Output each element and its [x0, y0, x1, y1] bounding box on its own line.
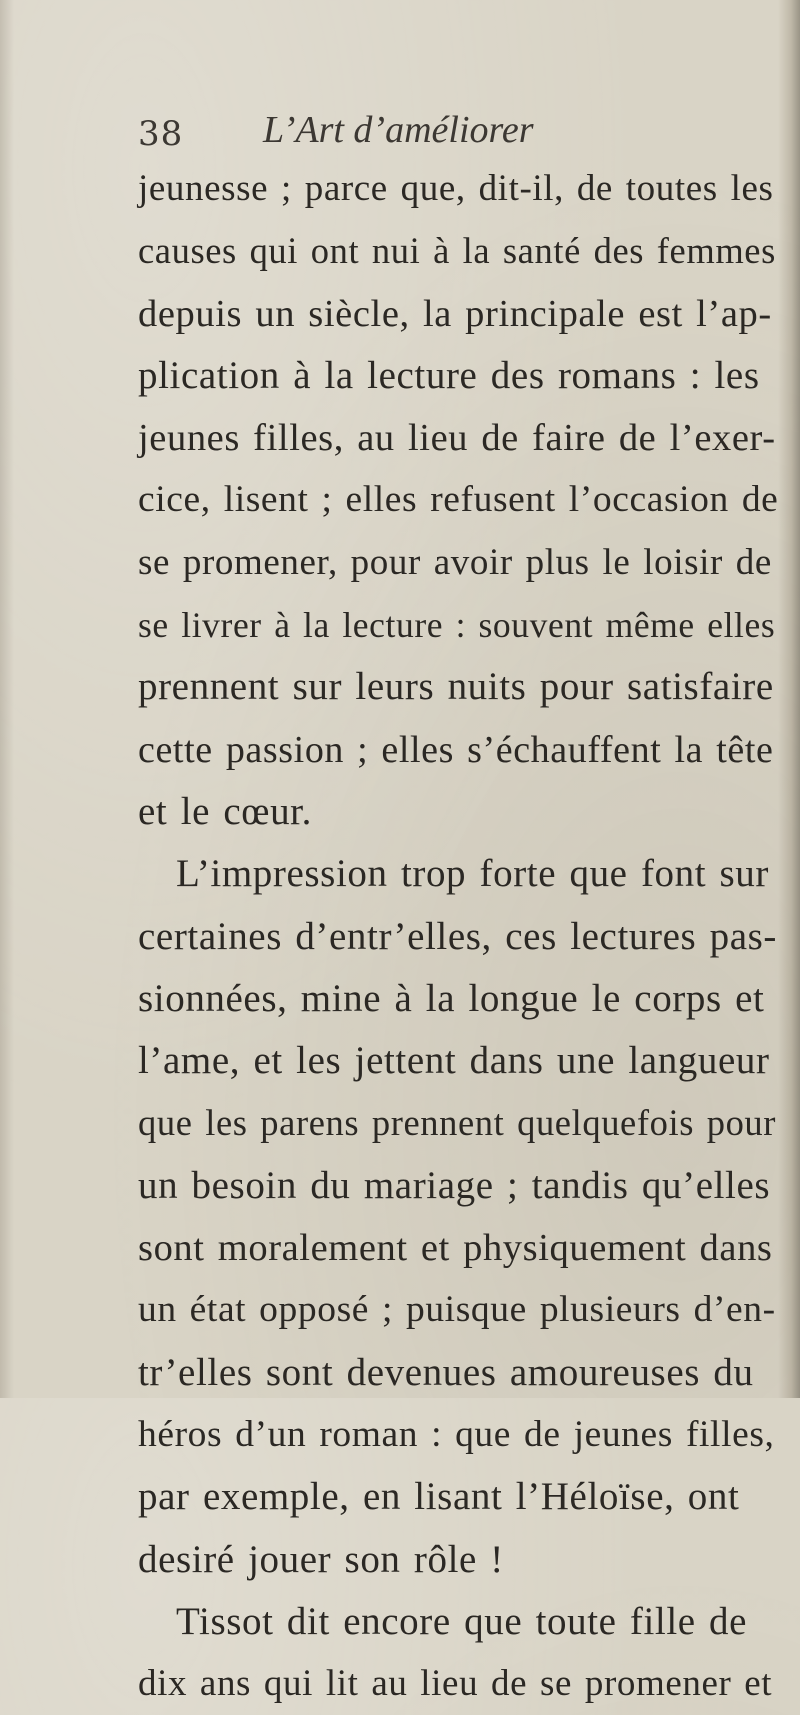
page-number: 38	[138, 114, 184, 154]
text-line: héros d’un roman : que de jeunes filles,	[138, 1413, 775, 1455]
body-text	[138, 158, 778, 1715]
text-line: jeunes filles, au lieu de faire de l’exer-	[138, 417, 776, 460]
text-line: sionnées, mine à la longue le corps et	[138, 976, 765, 1020]
text-line: plication à la lecture des romans : les	[138, 353, 760, 397]
page-left-edge-shadow	[0, 0, 14, 1398]
text-line: depuis un siècle, la principale est l’ap-	[138, 292, 772, 335]
text-line: se livrer à la lecture : souvent même elles	[138, 605, 776, 646]
text-line: un besoin du mariage ; tandis qu’elles	[138, 1163, 771, 1207]
text-line: un état opposé ; puisque plusieurs d’en-	[138, 1289, 776, 1331]
text-line: jeunesse ; parce que, dit-il, de toutes les	[138, 168, 774, 209]
page-right-edge-shadow	[778, 0, 800, 1398]
text-line: cice, lisent ; elles refusent l’occasion de	[138, 479, 779, 521]
text-line: et le cœur.	[138, 789, 312, 833]
text-line: cette passion ; elles s’échauffent la tête	[138, 728, 774, 771]
text-line: prennent sur leurs nuits pour satisfaire	[138, 665, 774, 709]
text-line: tr’elles sont devenues amoureuses du	[138, 1350, 754, 1394]
text-line: se promener, pour avoir plus le loisir de	[138, 541, 772, 583]
text-line: sont moralement et physiquement dans	[138, 1227, 773, 1270]
text-line: que les parens prennent quelquefois pour	[138, 1102, 777, 1144]
paragraph-start-line: L’impression trop forte que font sur	[176, 852, 769, 896]
text-line: desiré jouer son rôle !	[138, 1537, 504, 1581]
text-line: par exemple, en lisant l’Héloïse, ont	[138, 1475, 740, 1519]
paragraph-start-line: Tissot dit encore que toute fille de	[176, 1599, 748, 1643]
text-line: certaines d’entr’elles, ces lectures pas-	[138, 914, 777, 958]
page-header	[138, 108, 698, 158]
text-line: causes qui ont nui à la santé des femmes	[138, 230, 776, 272]
text-line: dix ans qui lit au lieu de se promener et	[138, 1663, 773, 1705]
text-line: l’ame, et les jettent dans une langueur	[138, 1039, 770, 1083]
running-title: L’Art d’améliorer	[263, 109, 534, 151]
